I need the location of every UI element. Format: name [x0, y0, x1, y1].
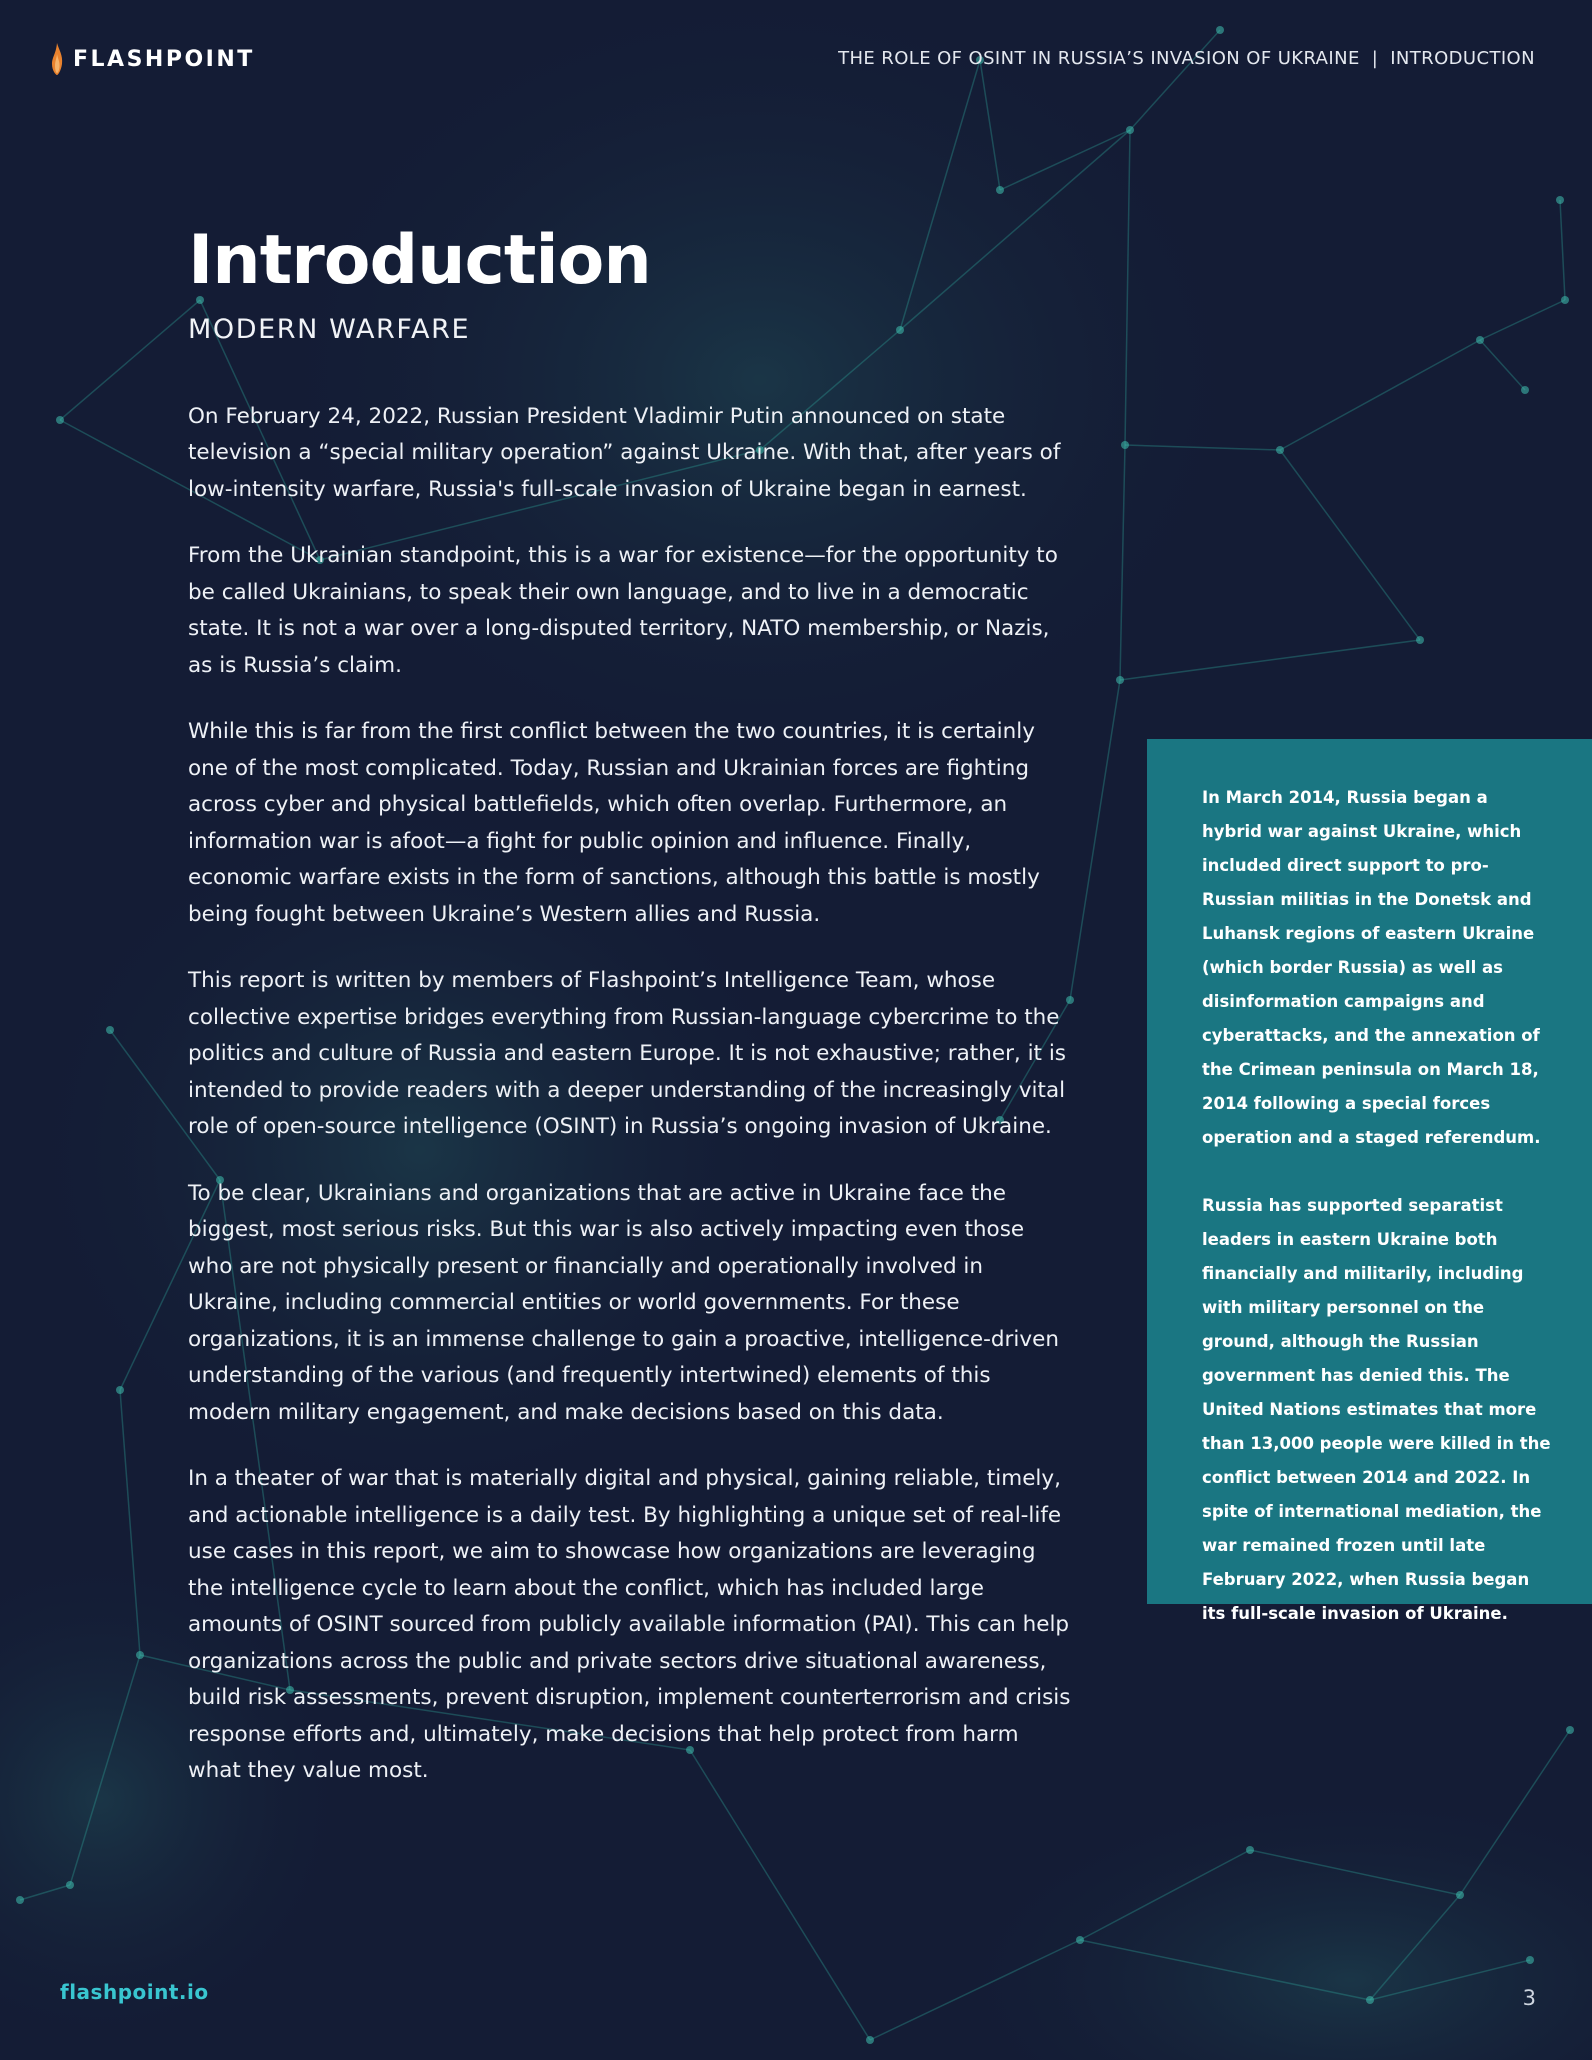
section-name: INTRODUCTION	[1390, 48, 1535, 69]
header-separator: |	[1371, 48, 1379, 69]
network-node	[66, 1881, 74, 1889]
network-link	[1280, 340, 1480, 450]
network-node	[116, 1386, 124, 1394]
network-link	[1280, 450, 1420, 640]
brand-name: FLASHPOINT	[73, 46, 255, 72]
page-subtitle: MODERN WARFARE	[188, 313, 471, 345]
body-paragraph: While this is far from the first conflict between the two countries, it is certainly one of the most complicated. Today, Russian and Ukrainian forces are fighting across cyber and physical battlefields, which often overlap. Furthermore, an information war is afoot—a fight for public opinion and influence. Finally, economic warfare exists in the form of sanctions, although this battle is mostly being fought between Ukraine’s Western allies and Russia.	[188, 719, 1040, 927]
network-node	[1556, 196, 1564, 204]
main-content	[188, 220, 1073, 1820]
network-link	[1480, 300, 1565, 340]
network-node	[1076, 1936, 1084, 1944]
body-text	[188, 399, 1073, 1790]
network-link	[1560, 200, 1565, 300]
sidebar-paragraph: Russia has supported separatist leaders in eastern Ukraine both financially and militarily, including with military personnel on the ground, although the Russian government has denied this. The United Nations estimates that more than 13,000 people were killed in the conflict between 2014 and 2022. In spite of international mediation, the war remained frozen until late February 2022, when Russia began its full-scale invasion of Ukraine.	[1202, 1196, 1551, 1623]
sidebar-paragraph: In March 2014, Russia began a hybrid war against Ukraine, which included direct support to pro-Russian militias in the Donetsk and Luhansk regions of eastern Ukraine (which border Russia) as well as disinformation campaigns and cyberattacks, and the annexation of the Crimean peninsula on March 18, 2014 following a special forces operation and a staged referendum.	[1202, 788, 1541, 1147]
page-title: Introduction	[188, 221, 651, 300]
sidebar-callout	[1147, 739, 1592, 1623]
running-header	[838, 48, 1535, 69]
network-node	[106, 1026, 114, 1034]
network-node	[1416, 636, 1424, 644]
network-node	[1456, 1891, 1464, 1899]
network-link	[60, 300, 200, 420]
network-node	[136, 1651, 144, 1659]
website-link[interactable]: flashpoint.io	[60, 1980, 209, 2004]
network-node	[1566, 1726, 1574, 1734]
body-paragraph: To be clear, Ukrainians and organizations that are active in Ukraine face the biggest, most serious risks. But this war is also actively impacting even those who are not physically present or financially and operationally involved in Ukraine, including commercial entities or world governments. For these organizations, it is an immense challenge to gain a proactive, intelligence-driven understanding of the various (and frequently intertwined) elements of this modern military engagement, and make decisions based on this data.	[188, 1180, 1059, 1425]
report-title: THE ROLE OF OSINT IN RUSSIA’S INVASION OF UKRAINE	[838, 48, 1360, 69]
network-node	[1526, 1956, 1534, 1964]
body-paragraph: In a theater of war that is materially digital and physical, gaining reliable, timely, and actionable intelligence is a daily test. By highlighting a unique set of real-life use cases in this report, we aim to showcase how organizations are leveraging the intelligence cycle to learn about the conflict, which has included large amounts of OSINT sourced from publicly available information (PAI). This can help organizations across the public and private sectors drive situational awareness, build risk assessments, prevent disruption, implement counterterrorism and crisis response efforts and, ultimately, make decisions that help protect from harm what they value most.	[188, 1466, 1071, 1784]
network-link	[1120, 640, 1420, 680]
body-paragraph: On February 24, 2022, Russian President Vladimir Putin announced on state television a “special military operation” against Ukraine. With that, after years of low-intensity warfare, Russia's full-scale invasion of Ukraine began in earnest.	[188, 403, 1061, 502]
network-node	[1116, 676, 1124, 684]
network-node	[1276, 446, 1284, 454]
flame-icon	[50, 42, 64, 76]
network-node	[1246, 1846, 1254, 1854]
network-node	[1126, 126, 1134, 134]
network-node	[1476, 336, 1484, 344]
body-paragraph: This report is written by members of Flashpoint’s Intelligence Team, whose collective expertise bridges everything from Russian-language cybercrime to the politics and culture of Russia and eastern Europe. It is not exhaustive; rather, it is intended to provide readers with a deeper understanding of the increasingly vital role of open-source intelligence (OSINT) in Russia’s ongoing invasion of Ukraine.	[188, 968, 1066, 1140]
network-node	[1561, 296, 1569, 304]
network-node	[16, 1896, 24, 1904]
network-node	[996, 186, 1004, 194]
network-link	[1480, 340, 1525, 390]
network-node	[1521, 386, 1529, 394]
page-header	[0, 0, 1592, 120]
network-node	[1366, 1996, 1374, 2004]
body-paragraph: From the Ukrainian standpoint, this is a war for existence—for the opportunity to be called Ukrainians, to speak their own language, and to live in a democratic state. It is not a war over a long-disputed territory, NATO membership, or Nazis, as is Russia’s claim.	[188, 543, 1058, 678]
network-node	[1121, 441, 1129, 449]
network-node	[866, 2036, 874, 2044]
network-node	[56, 416, 64, 424]
brand-logo[interactable]	[50, 42, 255, 76]
network-link	[1070, 680, 1120, 1000]
page-number: 3	[1522, 1986, 1536, 2010]
